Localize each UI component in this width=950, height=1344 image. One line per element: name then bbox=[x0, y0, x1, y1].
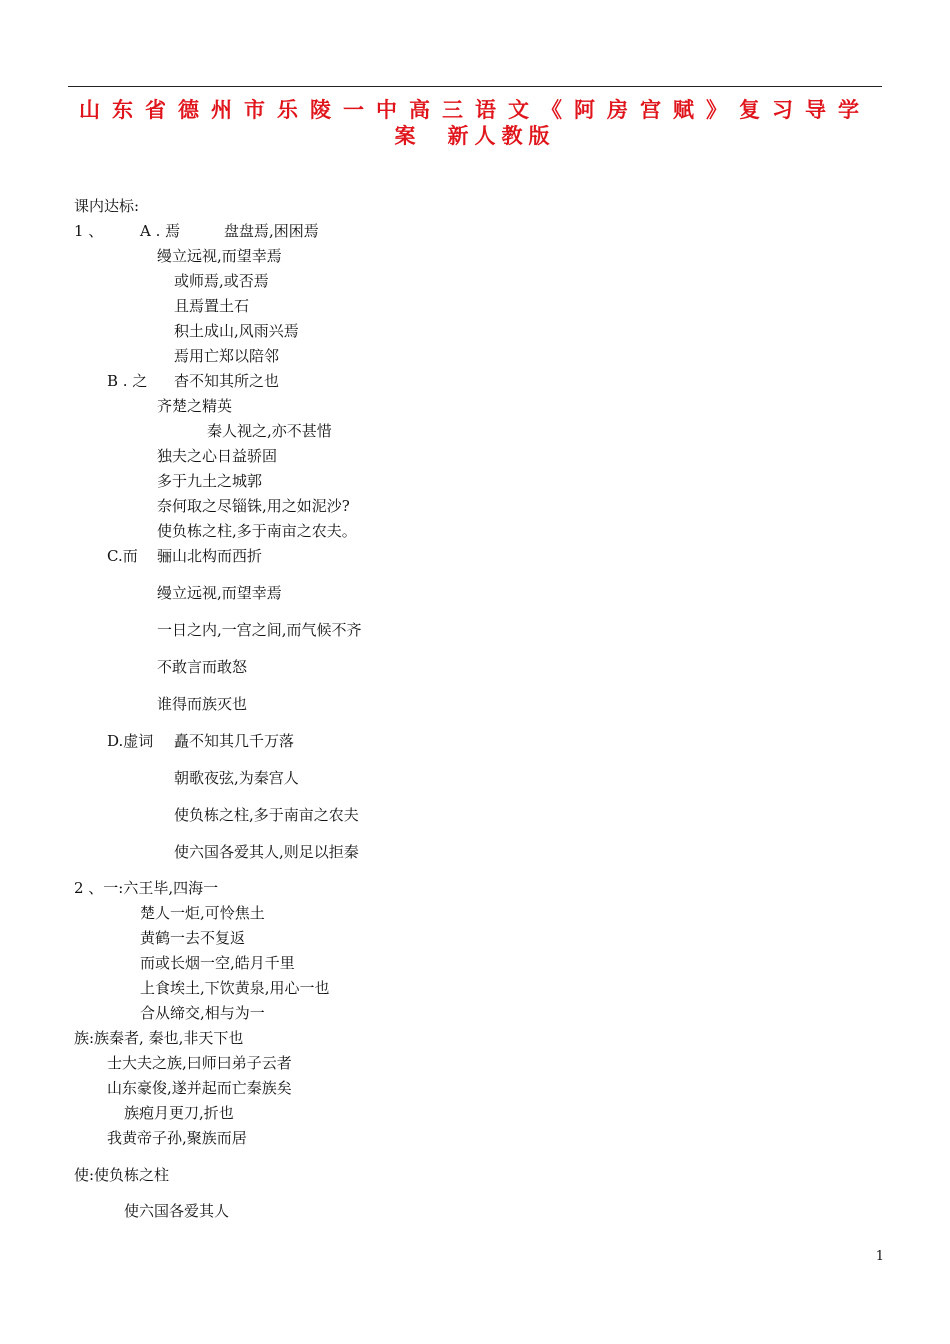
document-title-line-2 bbox=[68, 120, 882, 150]
example-line: 使负栋之柱,多于南亩之农夫。 bbox=[157, 522, 357, 540]
example-line: 谁得而族灭也 bbox=[157, 695, 248, 713]
example-line: 积土成山,风雨兴焉 bbox=[174, 322, 299, 340]
example-line: 一日之内,一宫之间,而气候不齐 bbox=[157, 621, 362, 639]
example-line: 焉用亡郑以陪邻 bbox=[174, 347, 280, 365]
example-line: 我黄帝子孙,聚族而居 bbox=[107, 1129, 247, 1147]
item-label: C.而 bbox=[107, 547, 138, 565]
example-line: 盘盘焉,困困焉 bbox=[224, 222, 319, 240]
example-line: 奈何取之尽锱铢,用之如泥沙? bbox=[157, 497, 350, 515]
example-line: 且焉置土石 bbox=[174, 297, 250, 315]
example-line: 使负栋之柱,多于南亩之农夫 bbox=[174, 806, 359, 824]
example-line: 缦立远视,而望幸焉 bbox=[157, 247, 282, 265]
example-line: 士大夫之族,曰师曰弟子云者 bbox=[107, 1054, 292, 1072]
example-line: 齐楚之精英 bbox=[157, 397, 233, 415]
example-line: 不敢言而敢怒 bbox=[157, 658, 248, 676]
example-line: 族疱月更刀,折也 bbox=[124, 1104, 234, 1122]
question-number: 1 、 bbox=[74, 222, 104, 240]
keyword-line: 使:使负栋之柱 bbox=[74, 1166, 170, 1184]
example-line: 楚人一炬,可怜焦土 bbox=[140, 904, 265, 922]
header-rule bbox=[68, 86, 882, 87]
item-label: A . 焉 bbox=[140, 222, 181, 240]
example-line: 秦人视之,亦不甚惜 bbox=[207, 422, 332, 440]
example-line: 杳不知其所之也 bbox=[174, 372, 280, 390]
example-line: 黄鹤一去不复返 bbox=[140, 929, 246, 947]
example-line: 矗不知其几千万落 bbox=[174, 732, 295, 750]
item-label: D.虚词 bbox=[107, 732, 154, 750]
example-line: 独夫之心日益骄固 bbox=[157, 447, 278, 465]
question-line: 2 、一:六王毕,四海一 bbox=[74, 879, 219, 897]
example-line: 或师焉,或否焉 bbox=[174, 272, 269, 290]
section-heading: 课内达标: bbox=[74, 197, 140, 215]
example-line: 合从缔交,相与为一 bbox=[140, 1004, 265, 1022]
item-label: B . 之 bbox=[107, 372, 148, 390]
example-line: 山东豪俊,遂并起而亡秦族矣 bbox=[107, 1079, 292, 1097]
example-line: 骊山北构而西折 bbox=[157, 547, 263, 565]
example-line: 而或长烟一空,皓月千里 bbox=[140, 954, 295, 972]
keyword-line: 族:族秦者, 秦也,非天下也 bbox=[74, 1029, 244, 1047]
example-line: 朝歌夜弦,为秦宫人 bbox=[174, 769, 299, 787]
example-line: 缦立远视,而望幸焉 bbox=[157, 584, 282, 602]
title-fragment-an: 案 bbox=[394, 124, 422, 148]
title-fragment-edition: 新人教版 bbox=[447, 124, 556, 148]
example-line: 使六国各爱其人 bbox=[124, 1202, 230, 1220]
example-line: 多于九土之城郭 bbox=[157, 472, 263, 490]
page-number: 1 bbox=[875, 1249, 884, 1264]
example-line: 上食埃土,下饮黄泉,用心一也 bbox=[140, 979, 330, 997]
example-line: 使六国各爱其人,则足以拒秦 bbox=[174, 843, 359, 861]
document-title-line-1: 山东省德州市乐陵一中高三语文《阿房宫赋》复习导学 bbox=[79, 98, 871, 122]
